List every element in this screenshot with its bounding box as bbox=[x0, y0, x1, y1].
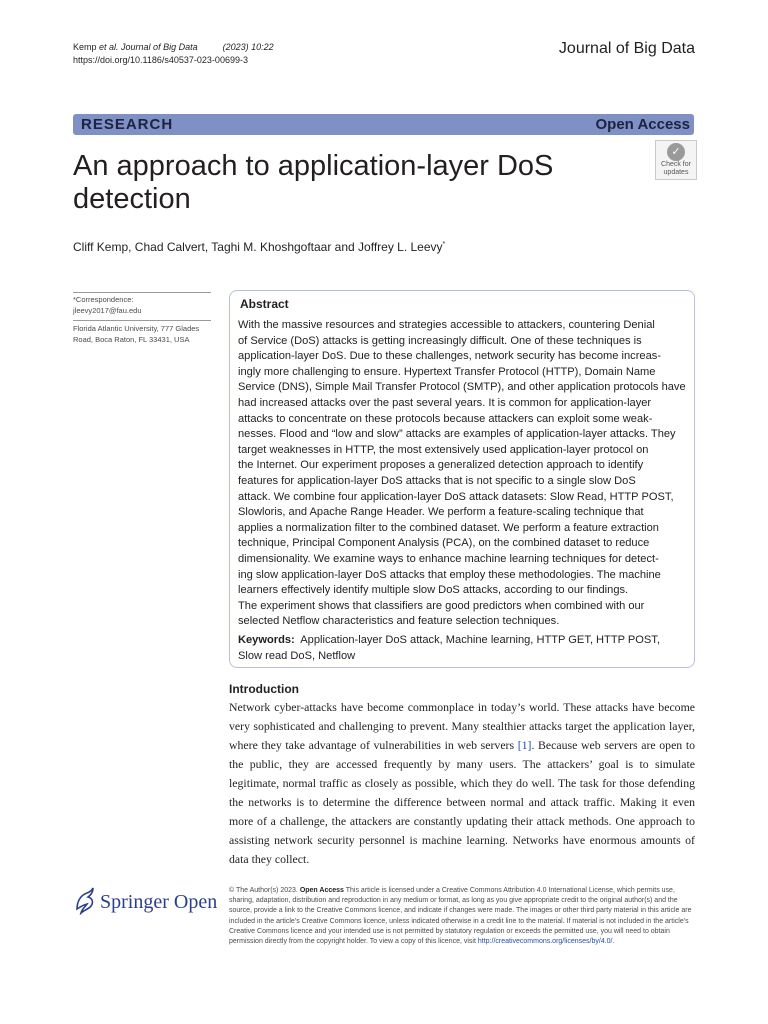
abstract-line: ing slow application-layer DoS attacks that employ these methodologies. The machine bbox=[238, 568, 661, 581]
correspondence-block bbox=[73, 292, 211, 316]
keywords-block bbox=[238, 633, 690, 664]
keywords-label: Keywords: bbox=[238, 634, 295, 646]
license-prefix: © The Author(s) 2023. bbox=[229, 887, 298, 894]
license-open-access: Open Access bbox=[299, 887, 344, 894]
correspondence-label: *Correspondence: bbox=[73, 295, 134, 304]
citation-year: (2023) 10:22 bbox=[222, 42, 274, 52]
authors-text: Cliff Kemp, Chad Calvert, Taghi M. Khoshgoftaar and Joffrey L. Leevy bbox=[73, 240, 443, 254]
affiliation-text: Florida Atlantic University, 777 Glades Road, Boca Raton, FL 33431, USA bbox=[73, 324, 200, 344]
license-link[interactable]: http://creativecommons.org/licenses/by/4.0/ bbox=[477, 938, 613, 946]
intro-text: Network cyber-attacks have become commonplace in today’s world. These attacks have become very sophisticated and challenging to prevent. Many stealthier attacks target the application layer, where they take advantage of vulnerabilities in web servers bbox=[229, 700, 695, 752]
abstract-body bbox=[238, 318, 690, 630]
introduction-heading: Introduction bbox=[229, 682, 299, 696]
abstract-line: learners effectively identify multiple slow DoS attacks, according to our findings. bbox=[238, 584, 629, 597]
sidebar-notes bbox=[73, 292, 211, 345]
intro-text-cont: . Because web servers are open to the public, they are accessed frequently by many users. The attackers’ goal is to simulate legitimate, normal traffic as closely as possible, which they do well. The task for those defending the networks is to determine the difference between normal and attack traffic. Making it even more of a challenge, the attackers are constantly updating their attack methods. One approach to assisting network security personnel is machine learning. Networks have enormous amounts of data they collect. bbox=[229, 738, 695, 866]
keywords-line1: Application-layer DoS attack, Machine learning, HTTP GET, HTTP POST, bbox=[300, 634, 660, 646]
check-badge-line2: updates bbox=[663, 169, 689, 176]
citation-line bbox=[73, 41, 274, 54]
keywords-line2: Slow read DoS, Netflow bbox=[238, 649, 356, 662]
abstract-line: With the massive resources and strategies accessible to attackers, countering Denial bbox=[238, 319, 655, 331]
abstract-line: selected Netflow characteristics and feature selection techniques. bbox=[238, 615, 560, 628]
introduction-body bbox=[229, 698, 695, 869]
abstract-line: ingly more challenging to ensure. Hypertext Transfer Protocol (HTTP), Domain Name bbox=[238, 365, 656, 378]
citation-author: Kemp bbox=[73, 42, 97, 52]
springer-open-logo bbox=[73, 887, 218, 917]
abstract-line: the Internet. Our experiment proposes a generalized detection approach to identify bbox=[238, 459, 644, 472]
abstract-line: features for application-layer DoS attacks that is not specific to a single slow DoS bbox=[238, 474, 636, 487]
journal-name: Journal of Big Data bbox=[558, 40, 695, 57]
citation-journal: et al. Journal of Big Data bbox=[99, 42, 198, 52]
abstract-line: attack. We combine four application-layer DoS attack datasets: Slow Read, HTTP POST, bbox=[238, 490, 674, 503]
logo-text: Springer Open bbox=[100, 891, 218, 913]
affiliation-block bbox=[73, 320, 211, 345]
abstract-line: application-layer DoS. Due to these challenges, network security has become increas- bbox=[238, 350, 662, 363]
abstract-line: had increased attacks over the past several years. It is common for application-layer bbox=[238, 396, 652, 409]
check-for-updates-badge[interactable] bbox=[655, 140, 697, 180]
abstract-line: technique, Principal Component Analysis (PCA), on the combined dataset to reduce bbox=[238, 537, 650, 550]
abstract-line: Slowloris, and Apache Range Header. We perform a feature-scaling technique that bbox=[238, 506, 644, 519]
article-type-label: RESEARCH bbox=[81, 116, 174, 133]
bookmark-icon: ✓ bbox=[667, 143, 685, 161]
abstract-line: dimensionality. We examine ways to enhance machine learning techniques for detect- bbox=[238, 552, 659, 565]
license-text bbox=[229, 886, 695, 947]
abstract-line: of Service (DoS) attacks is getting increasingly difficult. One of these techniques is bbox=[238, 334, 642, 347]
corresponding-mark: * bbox=[442, 241, 446, 248]
check-badge-line1: Check for bbox=[661, 161, 691, 168]
abstract-line: nesses. Flood and “low and slow” attacks are examples of application-layer attacks. They bbox=[238, 428, 676, 441]
springer-horse-icon bbox=[73, 887, 97, 915]
license-end: . bbox=[612, 938, 615, 946]
abstract-line: Service (DNS), Simple Mail Transfer Protocol (SMTP), and other application protocols have bbox=[238, 381, 686, 394]
abstract-box bbox=[229, 290, 695, 668]
correspondence-email[interactable]: jleevy2017@fau.edu bbox=[73, 306, 142, 315]
reference-link[interactable]: [1] bbox=[517, 738, 532, 752]
article-title: An approach to application-layer DoS detection bbox=[73, 150, 554, 215]
abstract-line: attacks to concentrate on these protocols because attackers can exploit some weak- bbox=[238, 412, 653, 425]
author-list bbox=[73, 240, 445, 254]
article-type-banner bbox=[73, 114, 694, 135]
open-access-label: Open Access bbox=[595, 116, 690, 133]
doi-link[interactable]: https://doi.org/10.1186/s40537-023-00699-3 bbox=[73, 55, 248, 65]
abstract-heading: Abstract bbox=[240, 297, 289, 311]
abstract-line: The experiment shows that classifiers are good predictors when combined with our bbox=[238, 599, 645, 612]
citation-header bbox=[73, 41, 274, 67]
abstract-line: applies a normalization filter to the combined dataset. We perform a feature extraction bbox=[238, 521, 659, 534]
license-body: This article is licensed under a Creative Commons Attribution 4.0 International License, which permits use, sharing, adaptation, distribution and reproduction in any medium or format, as long as you give appropriate credit to the original author(s) and the source, provide a link to the Creative Commons licence, and indicate if changes were made. The images or other third party material in this article are included in the article’s Creative Commons licence, unless indicated otherwise in a credit line to the material. If material is not included in the article’s Creative Commons licence and your intended use is not permitted by statutory regulation or exceeds the permitted use, you will need to obtain permission directly from the copyright holder. To view a copy of this licence, visit bbox=[229, 887, 692, 946]
abstract-line: target weaknesses in HTTP, the most extensively used application-layer protocol on bbox=[238, 443, 649, 456]
